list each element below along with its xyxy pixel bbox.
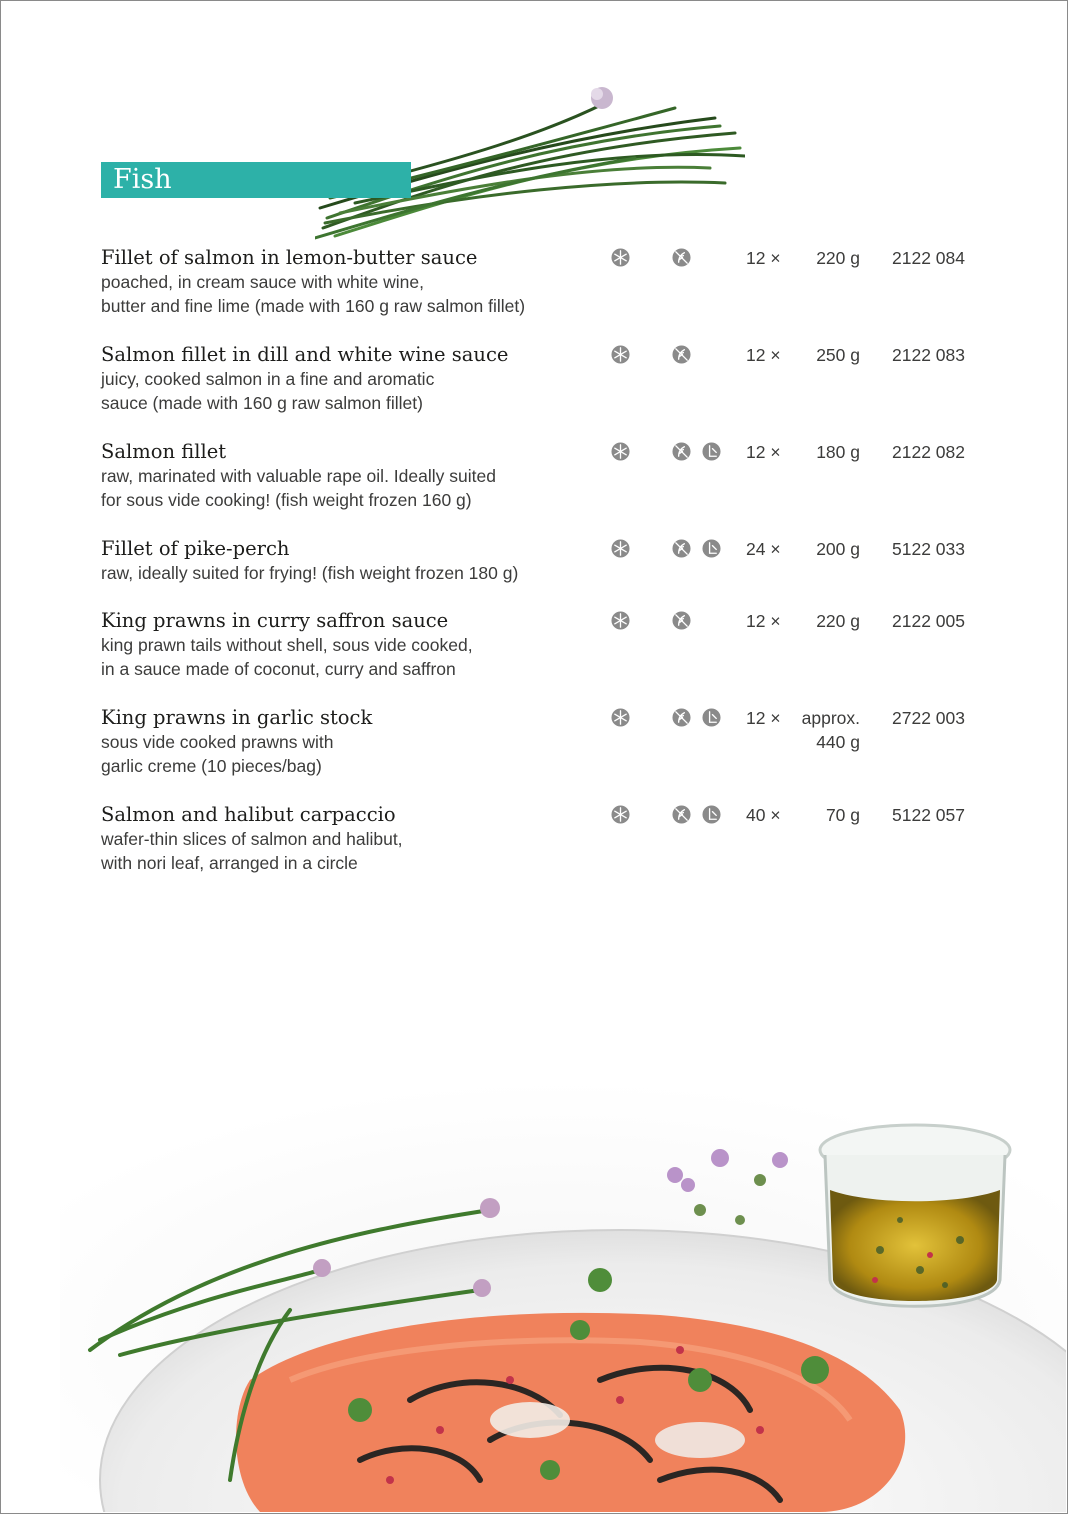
- frozen-icon: [611, 345, 630, 364]
- article-number: 2122 082: [892, 442, 965, 462]
- lactose-free-icon: [702, 539, 721, 558]
- gluten-free-icon: [672, 708, 691, 727]
- article-number: 2122 005: [892, 611, 965, 631]
- product-name: Salmon and halibut carpaccio: [101, 803, 396, 826]
- frozen-icon: [611, 442, 630, 461]
- product-description-line: king prawn tails without shell, sous vide cooked,: [101, 635, 473, 655]
- product-description-line: raw, marinated with valuable rape oil. Ideally suited: [101, 466, 496, 486]
- product-name: King prawns in curry saffron sauce: [101, 609, 449, 632]
- lactose-free-icon: [702, 805, 721, 824]
- chives-illustration: [315, 78, 745, 243]
- product-description-line: sauce (made with 160 g raw salmon fillet): [101, 393, 423, 413]
- pack-quantity: 24 ×: [746, 539, 781, 559]
- pack-weight-line: approx.: [801, 708, 860, 728]
- lactose-free-icon: [702, 442, 721, 461]
- product-name: Fillet of salmon in lemon-butter sauce: [101, 246, 478, 269]
- pack-weight: [740, 803, 860, 827]
- pack-weight: [740, 343, 860, 367]
- product-name: Salmon fillet in dill and white wine sauce: [101, 343, 509, 366]
- product-row: [101, 343, 1001, 415]
- pack-weight-line: 70 g: [825, 805, 860, 825]
- pack-quantity: 12 ×: [746, 248, 781, 268]
- pack-weight: [740, 537, 860, 561]
- product-row: [101, 706, 1001, 778]
- product-row: [101, 246, 1001, 318]
- pack-weight-line: 250 g: [816, 345, 860, 365]
- gluten-free-icon: [672, 539, 691, 558]
- pack-quantity: 12 ×: [746, 611, 781, 631]
- pack-weight-line: 220 g: [816, 248, 860, 268]
- salmon-carpaccio-photo: [60, 1080, 1066, 1512]
- pack-weight: [740, 706, 860, 754]
- pack-weight-line: 200 g: [816, 539, 860, 559]
- product-row: [101, 609, 1001, 681]
- article-number: 5122 057: [892, 805, 965, 825]
- frozen-icon: [611, 248, 630, 267]
- product-description-line: with nori leaf, arranged in a circle: [101, 853, 358, 873]
- product-description-line: for sous vide cooking! (fish weight frozen 160 g): [101, 490, 472, 510]
- frozen-icon: [611, 611, 630, 630]
- product-description-line: sous vide cooked prawns with: [101, 732, 334, 752]
- product-row: [101, 440, 1001, 512]
- product-description-line: poached, in cream sauce with white wine,: [101, 272, 424, 292]
- pack-weight-line: 220 g: [816, 611, 860, 631]
- article-number: 2122 084: [892, 248, 965, 268]
- frozen-icon: [611, 708, 630, 727]
- product-name: King prawns in garlic stock: [101, 706, 373, 729]
- product-row: [101, 537, 1001, 585]
- gluten-free-icon: [672, 805, 691, 824]
- article-number: 2722 003: [892, 708, 965, 728]
- product-description-line: raw, ideally suited for frying! (fish weight frozen 180 g): [101, 563, 519, 583]
- pack-weight: [740, 440, 860, 464]
- frozen-icon: [611, 805, 630, 824]
- pack-quantity: 12 ×: [746, 442, 781, 462]
- product-name: Salmon fillet: [101, 440, 227, 463]
- section-title: Fish: [113, 164, 172, 195]
- pack-quantity: 12 ×: [746, 708, 781, 728]
- article-number: 5122 033: [892, 539, 965, 559]
- pack-weight-line: 180 g: [816, 442, 860, 462]
- pack-weight-line: 440 g: [816, 732, 860, 752]
- gluten-free-icon: [672, 611, 691, 630]
- product-row: [101, 803, 1001, 875]
- pack-quantity: 40 ×: [746, 805, 781, 825]
- gluten-free-icon: [672, 248, 691, 267]
- product-name: Fillet of pike-perch: [101, 537, 290, 560]
- product-description-line: butter and fine lime (made with 160 g raw salmon fillet): [101, 296, 526, 316]
- product-description-line: wafer-thin slices of salmon and halibut,: [101, 829, 403, 849]
- frozen-icon: [611, 539, 630, 558]
- gluten-free-icon: [672, 442, 691, 461]
- article-number: 2122 083: [892, 345, 965, 365]
- pack-weight: [740, 246, 860, 270]
- product-description-line: in a sauce made of coconut, curry and saffron: [101, 659, 456, 679]
- product-description-line: juicy, cooked salmon in a fine and aromatic: [101, 369, 435, 389]
- gluten-free-icon: [672, 345, 691, 364]
- pack-weight: [740, 609, 860, 633]
- product-description-line: garlic creme (10 pieces/bag): [101, 756, 322, 776]
- pack-quantity: 12 ×: [746, 345, 781, 365]
- lactose-free-icon: [702, 708, 721, 727]
